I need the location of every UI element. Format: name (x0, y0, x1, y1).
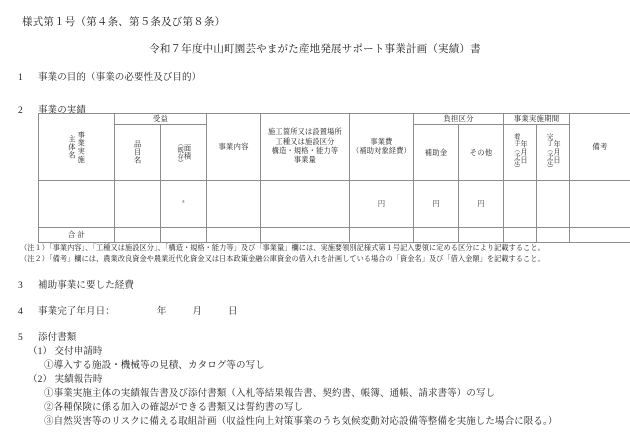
cell-site-details[interactable] (261, 181, 350, 228)
total-period-start[interactable] (504, 228, 537, 243)
header-period-start (504, 125, 537, 181)
header-project-content: 事業内容 (207, 114, 261, 181)
header-period-end-main: 年月日 (553, 140, 561, 165)
cell-area-unit: a (182, 199, 185, 205)
cell-period-end[interactable] (537, 181, 570, 228)
header-site-line4: 事業量 (293, 156, 317, 165)
total-project-content[interactable] (207, 228, 261, 243)
section-expenses (18, 277, 134, 291)
total-item-name[interactable] (115, 228, 161, 243)
header-burden-group: 負担区分 (414, 114, 504, 125)
header-cost-line1: 事業費 (370, 137, 393, 146)
header-subsidy: 補助金 (414, 125, 459, 181)
cell-project-cost[interactable]: 円 (350, 181, 414, 228)
section-results-label: 事業の実績 (38, 106, 87, 116)
total-site-details[interactable] (261, 228, 350, 243)
attachment-group-2-item-1: ①事業実施主体の実績報告書及び添付書類（入札等結果報告書、契約書、帳簿、通帳、請求書等）の写し (44, 389, 496, 399)
header-area-main-text: 面積 (183, 144, 192, 161)
attachment-group-2-item-3: ③自然災害等のリスクに備える取組計画（収益性向上対策事業のうち気候変動対応設備等整備を実施した場合に限る。） (44, 417, 558, 427)
header-area (161, 125, 207, 181)
header-item-name (115, 125, 161, 181)
header-site-line3: 構造・規格・能力等 (271, 147, 339, 155)
header-period-start-main: 年月日 (520, 140, 528, 165)
attachment-group-1-label: （1） 交付申請時 (28, 347, 103, 357)
total-other[interactable] (459, 228, 504, 243)
completion-month[interactable]: 月 (192, 307, 203, 317)
header-entity-right-text: 事業実施 (77, 130, 86, 164)
total-remarks[interactable] (570, 228, 630, 243)
table-total-row (39, 228, 630, 243)
note-1: （注１）「事業内容」、「工種又は施設区分」、「構造・規格・能力等」及び「事業量」欄には、実施要領別記様式第１号記入要領に定める区分により記載すること。 (20, 244, 545, 252)
cell-period-start[interactable] (504, 181, 537, 228)
total-project-cost[interactable] (350, 228, 414, 243)
results-table-wrapper (38, 113, 608, 243)
section-expenses-label: 補助事業に要した経費 (38, 281, 135, 291)
cell-item-name[interactable] (115, 181, 161, 228)
header-site-line1: 施工箇所又は設置場所 (268, 128, 342, 137)
total-area[interactable] (161, 228, 207, 243)
cell-area[interactable] (161, 181, 207, 228)
cell-remarks[interactable] (570, 181, 630, 228)
completion-date-line (38, 303, 238, 317)
header-period-start-paren: 着手（予定） (512, 133, 520, 172)
cell-other[interactable]: 円 (459, 181, 504, 228)
section-purpose-label: 事業の目的（事業の必要性及び目的） (38, 73, 202, 83)
note-2: （注２）「備考」欄には、農業改良資金や農業近代化資金又は日本政策金融公庫資金の借入れを計画している場合の「資金名」及び「借入金額」を記載すること。 (20, 255, 545, 264)
completion-day[interactable]: 日 (228, 307, 238, 317)
section-completion-date (18, 303, 238, 317)
header-other: その他 (459, 125, 504, 181)
header-site-line2: 工種又は施設区分 (275, 137, 335, 146)
header-beneficiary-group: 受益 (115, 114, 207, 125)
cell-entity-name[interactable] (39, 181, 115, 228)
header-project-cost (350, 114, 414, 181)
section-attachments-number: 5 (18, 333, 23, 343)
header-cost-line2: （補助対象経費） (351, 147, 412, 155)
header-item-name-text: 品目名 (133, 140, 142, 165)
section-results-number: 2 (18, 106, 23, 116)
form-number: 様式第１号（第４条、第５条及び第８条） (22, 17, 226, 28)
header-period-end-paren: 完了（予定） (545, 133, 553, 172)
table-group-header-row (39, 114, 630, 125)
completion-year[interactable]: 年 (156, 307, 167, 317)
results-table (38, 113, 630, 243)
section-completion-number: 4 (18, 307, 23, 317)
completion-date-label: 事業完了年月日： (38, 307, 115, 317)
total-subsidy[interactable] (414, 228, 459, 243)
attachment-group-1-item-1: ①導入する施設・機械等の見積、カタログ等の写し (44, 361, 265, 371)
section-purpose (18, 69, 201, 83)
attachment-group-2-item-2: ②各種保険に係る加入の確認ができる書類又は誓約書の写し (44, 403, 304, 413)
header-entity-name (39, 114, 115, 181)
table-notes (20, 243, 545, 265)
section-expenses-number: 3 (18, 281, 23, 291)
cell-project-content[interactable] (207, 181, 261, 228)
cell-subsidy[interactable]: 円 (414, 181, 459, 228)
header-entity-left-text: 主体名 (68, 134, 76, 160)
section-attachments-label: 添付書類 (38, 333, 77, 343)
header-period-group: 事業実施期間 (504, 114, 570, 125)
total-period-end[interactable] (537, 228, 570, 243)
attachment-group-2-label: （2） 実績報告時 (28, 375, 103, 385)
section-purpose-number: 1 (18, 73, 23, 83)
header-site-details (261, 114, 350, 181)
table-row[interactable] (39, 181, 630, 228)
document-title: 令和７年度中山町園芸やまがた産地発展サポート事業計画（実績）書 (149, 44, 481, 55)
header-remarks: 備考 (570, 114, 630, 181)
header-period-end (537, 125, 570, 181)
section-attachments (18, 329, 76, 343)
header-area-paren-text: （既存） (176, 139, 184, 166)
total-label: 合 計 (39, 228, 115, 243)
